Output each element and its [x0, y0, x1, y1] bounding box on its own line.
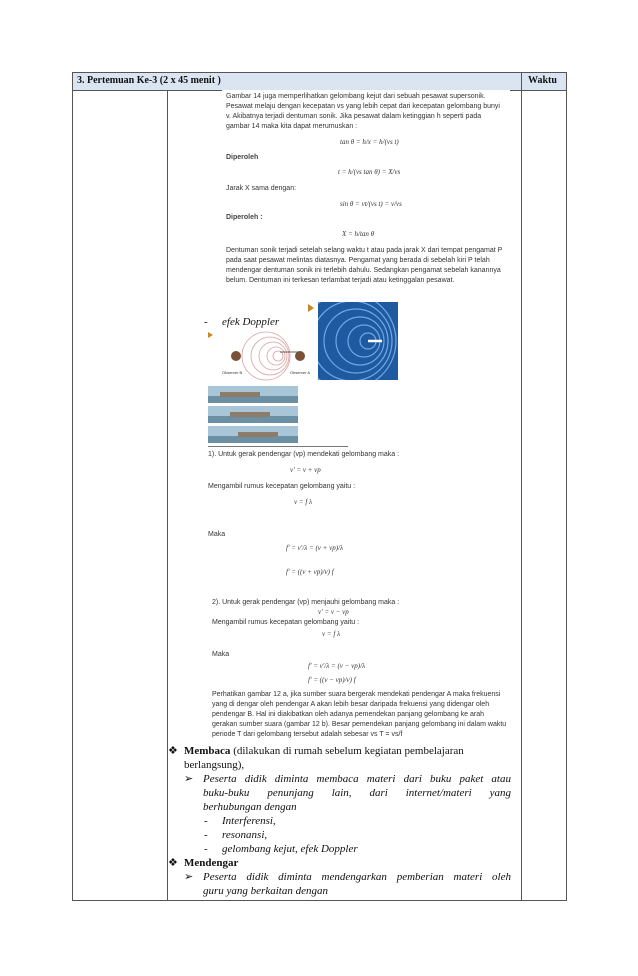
doppler-diagram — [208, 330, 314, 382]
jarak-label: Jarak X sama dengan: — [226, 185, 297, 192]
topic-item-3: gelombang kejut, efek Doppler — [222, 843, 358, 855]
diperoleh-label-1: Diperoleh — [226, 154, 259, 161]
equation-2: t = h/(vs tan θ) = X/vs — [338, 168, 401, 176]
doppler-line-3: 2). Untuk gerak pendengar (vp) menjauhi gelombang maka : — [212, 599, 400, 606]
doppler-formula-scan — [206, 450, 506, 740]
doppler-eq-7: f' = v'/λ = (v − vp)/λ — [308, 662, 366, 670]
membaca-sub-line-2: buku-buku penunjang lain, dari internet/materi yang — [203, 787, 511, 799]
column-divider-right — [521, 73, 522, 900]
dash-2: - — [204, 829, 208, 841]
doppler-eq-8: f' = ((v − vp)/v) f — [308, 676, 356, 684]
doppler-dash: - — [204, 316, 208, 328]
header-waktu: Waktu — [528, 75, 557, 86]
doppler-eq-6: v = f λ — [322, 630, 341, 638]
doppler-eq-2: v = f λ — [294, 498, 313, 506]
sonic-outro-text: Dentuman sonik terjadi setelah selang waktu t atau pada jarak X dari tempat pengamat P pada saat pesawat melintas diatasnya. Pengamat yang berada di sebelah kiri P telah mendengar dentuman sonik ini terlebih dahulu. Sedangkan pengamat sebelah kanannya belum. Dentuman ini terkesan terlambat terjadi atau ketinggalan pesawat. — [226, 247, 503, 284]
doppler-para-4: gerakan sumber suara (gambar 12 b). Besar pemendekan panjang gelombang ini dalam waktu — [212, 721, 507, 728]
observer-b-face — [231, 351, 241, 361]
topic-item-1: Interferensi, — [222, 815, 276, 827]
mendengar-sub-line-1: Peserta didik diminta mendengarkan pemberian materi oleh — [203, 871, 511, 883]
doppler-line-1: 1). Untuk gerak pendengar (vp) mendekati gelombang maka : — [208, 451, 400, 458]
equation-3: sin θ = vt/(vs t) = v/vs — [340, 200, 402, 208]
mendengar-bullet-icon: ❖ — [168, 857, 178, 869]
marker-icon — [208, 332, 213, 338]
doppler-line-4: Mengambil rumus kecepatan gelombang yaitu : — [212, 619, 360, 626]
mendengar-arrow-icon: ➢ — [184, 871, 194, 883]
topic-item-2: resonansi, — [222, 829, 268, 841]
equation-1: tan θ = h/x = h/(vs t) — [340, 138, 399, 146]
doppler-eq-1: v' = v + vp — [290, 466, 321, 474]
maka-label-2: Maka — [212, 651, 230, 658]
observer-b-label: Observer B — [222, 370, 243, 375]
doppler-eq-5: v' = v − vp — [318, 608, 349, 616]
doppler-eq-4: f' = ((v + vp)/v) f — [286, 568, 334, 576]
sonic-boom-scan — [222, 90, 510, 298]
membaca-title: Membaca — [184, 745, 231, 757]
column-divider-left — [167, 90, 168, 900]
mendengar-title: Mendengar — [184, 857, 239, 869]
membaca-bullet-icon: ❖ — [168, 745, 178, 757]
header-title: 3. Pertemuan Ke-3 (2 x 45 menit ) — [77, 75, 221, 86]
doppler-eq-3: f' = v'/λ = (v + vp)/λ — [286, 544, 344, 552]
membaca-line-1-rest: (dilakukan di rumah sebelum kegiatan pembelajaran — [233, 745, 464, 757]
marker-icon-2 — [308, 304, 314, 312]
doppler-para-3: pendengar B. Hal ini diakibatkan oleh adanya pemendekan panjang gelombang ke arah — [212, 711, 485, 718]
observer-a-label: Observer A — [290, 370, 311, 375]
equation-4: X = h/tan θ — [342, 230, 375, 238]
ship-photos — [208, 386, 298, 443]
maka-label-1: Maka — [208, 531, 226, 538]
membaca-line-1 — [184, 744, 510, 758]
mendengar-sub-line-2: guru yang berkaitan dengan — [203, 885, 328, 897]
membaca-line-2: berlangsung), — [184, 759, 245, 771]
doppler-para-5: periode T dari gelombang tersebut adalah sebesar vs T = vs/f — [212, 731, 403, 738]
diperoleh-label-2: Diperoleh : — [226, 214, 263, 221]
membaca-sub-line-1: Peserta didik diminta membaca materi dari buku paket atau — [203, 773, 511, 785]
doppler-wave-image — [318, 302, 398, 380]
doppler-heading: efek Doppler — [222, 316, 280, 328]
dash-1: - — [204, 815, 208, 827]
membaca-sub-line-3: berhubungan dengan — [203, 801, 297, 813]
observer-a-face — [295, 351, 305, 361]
membaca-arrow-icon: ➢ — [184, 773, 194, 785]
doppler-para-2: yang di dengar oleh pendengar A akan lebih besar daripada frekuensi yang didengar oleh — [212, 701, 490, 708]
divider-line — [208, 446, 348, 447]
sonic-intro-text: Gambar 14 juga memperlihatkan gelombang kejut dari sebuah pesawat supersonik. Pesawat melaju dengan kecepatan vs yang lebih cepat dari kecepatan gelombang bunyi v. Akibatnya terjadi dentuman sonik. Jika pesawat dalam ketinggian h seperti pada gambar 14 maka kita dapat merumuskan : — [226, 93, 500, 130]
table-header — [73, 73, 566, 91]
doppler-line-2: Mengambil rumus kecepatan gelombang yaitu : — [208, 483, 356, 490]
dash-3: - — [204, 843, 208, 855]
doppler-para-1: Perhatikan gambar 12 a, jika sumber suara bergerak mendekati pendengar A maka frekuensi — [212, 691, 501, 698]
